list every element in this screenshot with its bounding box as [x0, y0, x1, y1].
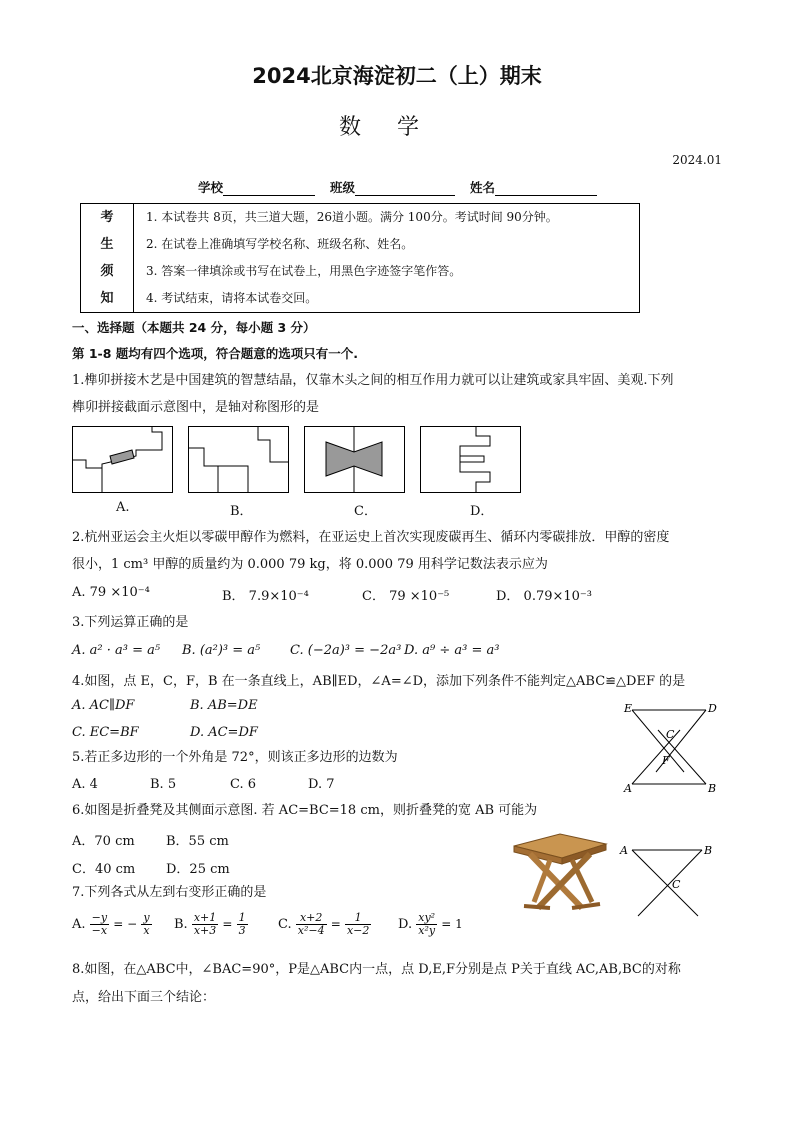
notice-item: 4. 考试结束，请将本试卷交回。: [146, 291, 318, 305]
q7-option-c: C. $\frac{x+2}{\text{x²−4}}$ = $\frac{1}{x-2}$: [278, 911, 370, 937]
q4-label-e: E: [624, 702, 633, 715]
q2-option-c: C． 79 ×10⁻⁵: [362, 589, 450, 604]
q7-stem: 7.下列各式从左到右变形正确的是: [72, 885, 267, 900]
q6-figure: [618, 840, 728, 922]
q1-figure-b: [188, 426, 289, 493]
q2-line1: 2.杭州亚运会主火炬以零碳甲醇作为燃料，在亚运史上首次实现废碳再生、循环内零碳排放．甲醇的密度: [72, 530, 670, 545]
q5-option-a: A. 4: [72, 777, 98, 792]
q3-option-c: C. (−2a)³ = −2a³: [290, 643, 402, 658]
q6-label-a: A: [620, 844, 628, 857]
notice-items: [134, 204, 640, 313]
notice-item: 1. 本试卷共 8页，共三道大题，26道小题。满分 100分。考试时间 90分钟。: [146, 210, 558, 224]
exam-notice-table: [80, 203, 640, 313]
q4-figure: [616, 698, 726, 796]
q7-option-d: D. $\frac{\text{xy²}}{\text{x²y}}$ = 1: [398, 911, 463, 937]
school-label: 学校: [198, 180, 224, 195]
class-field: [330, 178, 455, 196]
q7-option-a: A. $\frac{-y}{-x}$ = − $\frac{y}{x}$: [72, 911, 150, 937]
q5-option-c: C. 6: [230, 777, 257, 792]
q1-label-d: D．: [470, 504, 494, 519]
q4-label-c: C: [666, 728, 675, 741]
q5-stem: 5.若正多边形的一个外角是 72°，则该正多边形的边数为: [72, 750, 398, 765]
q6-stem: 6.如图是折叠凳及其侧面示意图. 若 AC=BC=18 cm，则折叠凳的宽 AB 可能为: [72, 803, 538, 818]
name-blank: [495, 182, 597, 196]
q1-figure-c: [305, 426, 405, 493]
q1-line2: 榫卯拼接截面示意图中，是轴对称图形的是: [72, 400, 320, 415]
class-label: 班级: [330, 180, 356, 195]
q6-label-b: B: [704, 844, 713, 857]
school-field: [198, 178, 315, 196]
q5-option-d: D. 7: [308, 777, 335, 792]
q1-figure-a: [72, 426, 173, 493]
name-field: [470, 178, 597, 196]
q7-option-b: B. $\frac{x+1}{x+3}$ = $\frac{1}{3}$: [174, 911, 246, 937]
q2-option-d: D． 0.79×10⁻³: [496, 589, 593, 604]
q3-option-a: A. a² · a³ = a⁵: [72, 643, 161, 658]
folding-stool-photo: [510, 832, 610, 914]
subject-title: 数学: [338, 115, 455, 140]
q6-label-c: C: [672, 878, 681, 891]
q4-option-a: A. AC∥DF: [72, 698, 135, 713]
q2-option-b: B． 7.9×10⁻⁴: [222, 589, 309, 604]
q4-label-b: B: [708, 782, 717, 795]
q8-line1: 8.如图，在△ABC中，∠BAC=90°，P是△ABC内一点，点 D,E,F分别是点 P关于直线 AC,AB,BC的对称: [72, 962, 681, 977]
q6-option-d: D．25 cm: [166, 862, 230, 877]
q4-option-b: B. AB=DE: [190, 698, 258, 713]
q4-stem: 4.如图，点 E，C，F，B 在一条直线上，AB∥ED，∠A=∠D，添加下列条件不能判定△ABC≌△DEF 的是: [72, 674, 686, 689]
q1-figure-d: [421, 426, 521, 493]
q3-option-d: D. a⁹ ÷ a³ = a³: [404, 643, 500, 658]
notice-item: 3. 答案一律填涂或书写在试卷上，用黑色字迹签字笔作答。: [146, 264, 462, 278]
q1-label-b: B．: [230, 504, 253, 519]
q3-stem: 3.下列运算正确的是: [72, 615, 189, 630]
class-blank: [355, 182, 455, 196]
q1-line1: 1.榫卯拼接木艺是中国建筑的智慧结晶，仅靠木头之间的相互作用力就可以让建筑或家具牢固、美观.下列: [72, 373, 674, 388]
school-blank: [223, 182, 315, 196]
exam-date: 2024.01: [672, 153, 722, 167]
q6-option-a: A．70 cm: [72, 834, 135, 849]
section-title: 一、选择题（本题共 24 分，每小题 3 分）: [72, 320, 316, 335]
q2-option-a: A. 79 ×10⁻⁴: [72, 585, 150, 600]
q8-line2: 点，给出下面三个结论：: [72, 990, 216, 1005]
q4-option-c: C. EC=BF: [72, 725, 139, 740]
q6-option-b: B．55 cm: [166, 834, 229, 849]
section-instruction: 第 1-8 题均有四个选项，符合题意的选项只有一个.: [72, 346, 359, 361]
q1-figures: [72, 426, 524, 496]
q5-option-b: B. 5: [150, 777, 177, 792]
notice-item: 2. 在试卷上准确填写学校名称、班级名称、姓名。: [146, 237, 414, 251]
q6-option-c: C．40 cm: [72, 862, 136, 877]
name-label: 姓名: [470, 180, 496, 195]
q4-label-a: A: [624, 782, 632, 795]
q4-label-f: F: [662, 754, 670, 767]
q4-option-d: D. AC=DF: [190, 725, 258, 740]
q3-option-b: B. (a²)³ = a⁵: [182, 643, 261, 658]
q1-label-c: C．: [354, 504, 377, 519]
q1-label-a: A.: [116, 500, 130, 515]
q4-label-d: D: [708, 702, 717, 715]
q2-line2: 很小，1 cm³ 甲醇的质量约为 0.000 79 kg，将 0.000 79 用科学记数法表示应为: [72, 557, 548, 572]
notice-heading: 考 生 须 知: [81, 204, 134, 313]
page-title: 2024北京海淀初二（上）期末: [252, 64, 542, 88]
